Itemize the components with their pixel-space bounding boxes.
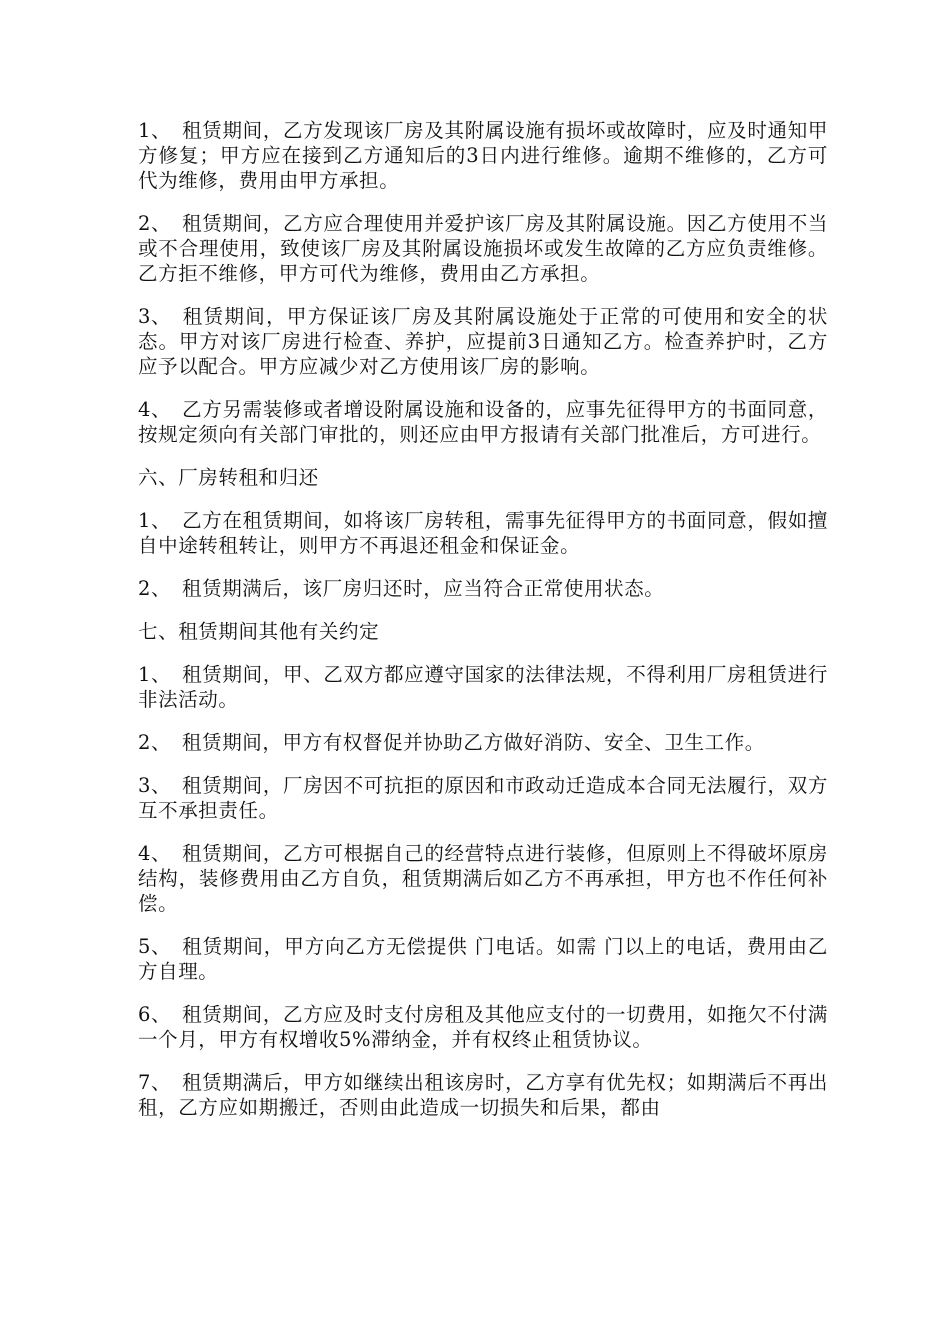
clause-text: 租赁期间，厂房因不可抗拒的原因和市政动迁造成本合同无法履行，双方互不承担责任。 bbox=[138, 774, 828, 822]
clause-text: 租赁期满后，该厂房归还时，应当符合正常使用状态。 bbox=[182, 577, 665, 600]
clause-number: 3、 bbox=[138, 774, 172, 797]
clause-7-3 bbox=[138, 773, 828, 823]
clause-text: 租赁期间，乙方可根据自己的经营特点进行装修，但原则上不得破坏原房结构，装修费用由乙方自负，租赁期满后如乙方不再承担，甲方也不作任何补偿。 bbox=[138, 842, 828, 915]
clause-number: 3、 bbox=[138, 305, 172, 328]
clause-text: 租赁期间，甲方向乙方无偿提供 门电话。如需 门以上的电话，费用由乙方自理。 bbox=[138, 935, 828, 983]
clause-6-1 bbox=[138, 508, 828, 558]
clause-7-4 bbox=[138, 841, 828, 916]
clause-number: 1、 bbox=[138, 663, 172, 686]
clause-text: 租赁期间，甲方有权督促并协助乙方做好消防、安全、卫生工作。 bbox=[182, 731, 765, 754]
clause-5-2 bbox=[138, 211, 828, 286]
document-body bbox=[138, 118, 828, 1138]
clause-number: 2、 bbox=[138, 212, 172, 235]
clause-number: 1、 bbox=[138, 509, 172, 532]
clause-5-4 bbox=[138, 397, 828, 447]
clause-7-2 bbox=[138, 730, 828, 755]
clause-text: 乙方另需装修或者增设附属设施和设备的，应事先征得甲方的书面同意，按规定须向有关部门审批的，则还应由甲方报请有关部门批准后，方可进行。 bbox=[138, 398, 828, 446]
clause-number: 4、 bbox=[138, 842, 172, 865]
clause-number: 4、 bbox=[138, 398, 172, 421]
clause-number: 6、 bbox=[138, 1003, 172, 1026]
clause-text: 租赁期间，甲、乙双方都应遵守国家的法律法规，不得利用厂房租赁进行非法活动。 bbox=[138, 663, 828, 711]
clause-number: 7、 bbox=[138, 1071, 172, 1094]
clause-7-6 bbox=[138, 1002, 828, 1052]
clause-5-1 bbox=[138, 118, 828, 193]
clause-number: 1、 bbox=[138, 119, 172, 142]
section-6-heading: 六、厂房转租和归还 bbox=[138, 466, 319, 489]
clause-text: 租赁期满后，甲方如继续出租该房时，乙方享有优先权；如期满后不再出租，乙方应如期搬迁，否则由此造成一切损失和后果，都由 bbox=[138, 1071, 828, 1119]
clause-text: 租赁期间，甲方保证该厂房及其附属设施处于正常的可使用和安全的状态。甲方对该厂房进行检查、养护，应提前3日通知乙方。检查养护时，乙方应予以配合。甲方应减少对乙方使用该厂房的影响。 bbox=[138, 305, 828, 378]
clause-text: 租赁期间，乙方发现该厂房及其附属设施有损坏或故障时，应及时通知甲方修复；甲方应在接到乙方通知后的3日内进行维修。逾期不维修的，乙方可代为维修，费用由甲方承担。 bbox=[138, 119, 828, 192]
clause-7-5 bbox=[138, 934, 828, 984]
clause-7-1 bbox=[138, 662, 828, 712]
clause-5-3 bbox=[138, 304, 828, 379]
clause-text: 租赁期间，乙方应及时支付房租及其他应支付的一切费用，如拖欠不付满一个月，甲方有权增收5%滞纳金，并有权终止租赁协议。 bbox=[138, 1003, 828, 1051]
clause-number: 5、 bbox=[138, 935, 172, 958]
clause-6-2 bbox=[138, 576, 828, 601]
section-7-heading: 七、租赁期间其他有关约定 bbox=[138, 620, 380, 643]
clause-number: 2、 bbox=[138, 731, 172, 754]
clause-number: 2、 bbox=[138, 577, 172, 600]
clause-text: 乙方在租赁期间，如将该厂房转租，需事先征得甲方的书面同意，假如擅自中途转租转让，则甲方不再退还租金和保证金。 bbox=[138, 509, 828, 557]
clause-7-7 bbox=[138, 1070, 828, 1120]
clause-text: 租赁期间，乙方应合理使用并爱护该厂房及其附属设施。因乙方使用不当或不合理使用，致使该厂房及其附属设施损坏或发生故障的乙方应负责维修。乙方拒不维修，甲方可代为维修，费用由乙方承担。 bbox=[138, 212, 828, 285]
